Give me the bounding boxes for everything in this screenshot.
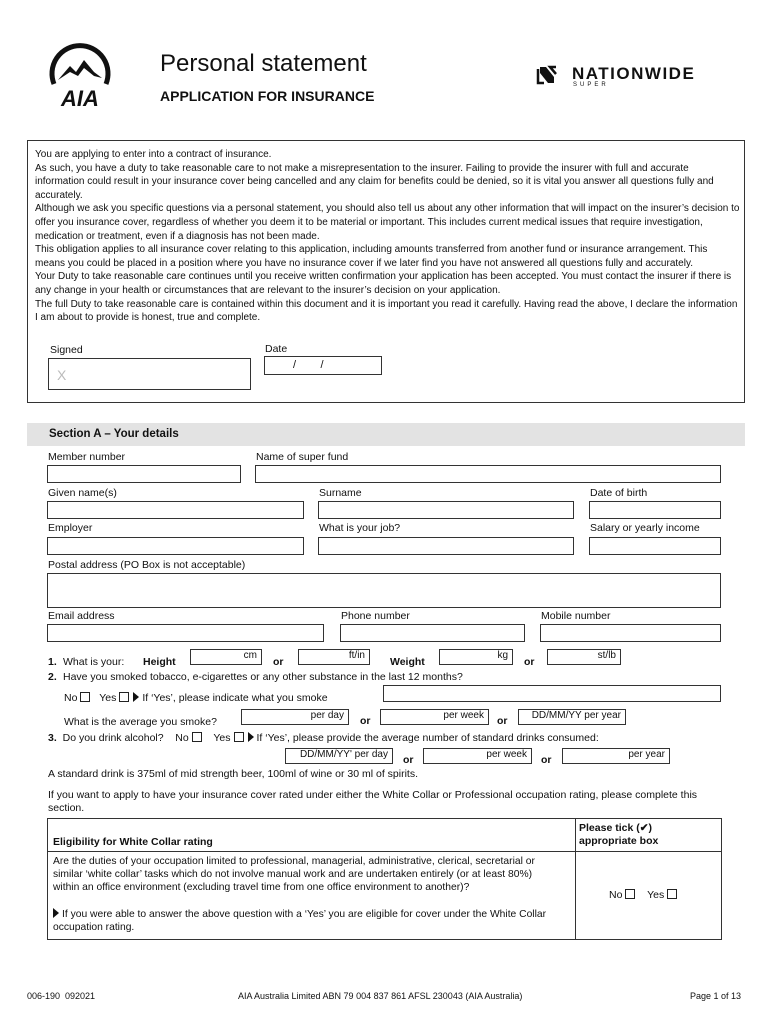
per-day-unit: DD/MM/YY' per day [299,749,388,760]
partner-name: NATIONWIDE [572,64,696,83]
q2-yes-checkbox[interactable] [119,692,129,702]
rating-note: If you want to apply to have your insurance cover rated under either the White Collar or Professional occupation rating, please complete this section. [48,789,698,814]
smoke-type-field[interactable] [383,685,721,702]
dob-label: Date of birth [590,487,648,499]
per-day-unit: per day [310,710,344,721]
aia-logo-icon [44,42,116,112]
q3-no-checkbox[interactable] [192,732,202,742]
ftin-unit: ft/in [348,650,365,661]
or-text: or [497,715,508,727]
email-field[interactable] [47,624,324,642]
phone-label: Phone number [341,610,410,622]
postal-label: Postal address (PO Box is not acceptable) [48,559,246,571]
logo-text: AIA [61,86,99,111]
q2-text: Have you smoked tobacco, e-cigarettes or any other substance in the last 12 months? [63,671,463,683]
signature-mark: X [57,367,67,383]
duty-paragraph: This obligation applies to all insurance cover relating to this application, including amounts transferred from another fund or insurance arrangement. This means you could be placed in a position where you have no insurance cover if we later find you have not answered all questions fully and accurately. [35,244,708,269]
eligibility-no-checkbox[interactable] [625,889,635,899]
postal-field-2[interactable] [47,590,721,608]
per-year-unit: DD/MM/YY per year [531,710,621,721]
avg-smoke-label: What is the average you smoke? [64,716,217,728]
kg-unit: kg [497,650,508,661]
partner-sub: SUPER [573,82,609,88]
aia-logo [44,42,116,112]
q3-line [48,732,599,744]
eligibility-options [609,889,677,901]
arrow-icon [133,692,139,702]
mobile-label: Mobile number [541,610,611,622]
q1-number: 1. [48,656,57,668]
q3-no-label: No [175,732,189,744]
per-week-unit: per week [443,710,484,721]
smoke-per-day-field[interactable] [241,709,349,725]
drinks-per-year-field[interactable] [562,748,670,764]
tick-header: Please tick (✔) appropriate box [579,822,659,847]
date-label: Date [265,343,288,355]
section-a-header [27,423,745,446]
arrow-icon [53,908,59,918]
employer-field[interactable] [47,537,304,555]
per-year-unit: per year [628,749,665,760]
or-text: or [403,754,414,766]
height-ftin-field[interactable] [298,649,370,665]
page-subtitle: APPLICATION FOR INSURANCE [160,88,375,104]
signature-field[interactable] [48,358,251,390]
phone-field[interactable] [340,624,525,642]
duty-paragraph: The full Duty to take reasonable care is contained within this document and it is important you read it carefully. Having read the above, I declare the information I am about to provide is honest, true and complete. [35,298,738,324]
standard-drink-note: A standard drink is 375ml of mid strength beer, 100ml of wine or 30 ml of spirits. [48,768,419,780]
page-title: Personal statement [160,50,367,77]
signed-label: Signed [50,344,83,356]
surname-field[interactable] [318,501,574,519]
or-text: or [541,754,552,766]
weight-label: Weight [390,656,425,668]
duty-paragraph: As such, you have a duty to take reasonable care to not make a misrepresentation to the insurer. Failing to provide the insurer with full and accurate information could result in your insurance cover being cancelled and any claim for benefits could be denied, so it is vital you answer all questions fully and accurately. [35,162,714,201]
date-separators: / / [293,359,324,371]
or-text: or [360,715,371,727]
eligibility-no-label: No [609,889,623,901]
eligibility-table [47,818,722,940]
eligibility-question: Are the duties of your occupation limited to professional, managerial, administrative, clerical, secretarial or similar ‘white collar’ tasks which do not involve manual work and are undertaken entirely (or at least 80%) within an office environment (excluding travel time from one office environment to another)? [53,856,535,893]
height-label: Height [143,656,176,668]
duty-text [35,148,740,325]
stlb-unit: st/lb [597,650,616,661]
q2-options [64,692,328,704]
nationwide-logo [536,62,736,92]
mobile-field[interactable] [540,624,721,642]
postal-field[interactable] [47,573,721,591]
salary-label: Salary or yearly income [590,522,700,534]
q2-no-checkbox[interactable] [80,692,90,702]
table-divider [575,819,576,939]
duty-paragraph: Although we ask you specific questions via a personal statement, you should also tell us about any other information that will impact on the insurer’s decision to offer you insurance cover, regardless of whether you deem it to be material or important. This includes current medical issues that require investigation, medication or treatment, even if a diagnosis has not been made. [35,203,740,242]
weight-stlb-field[interactable] [547,649,621,665]
super-fund-field[interactable] [255,465,721,483]
dob-field[interactable] [589,501,721,519]
member-number-label: Member number [48,451,126,463]
duty-paragraph: Your Duty to take reasonable care continues until you receive written confirmation your application has been accepted. You must contact the insurer if there is any change in your health or circumstances that are relevant to the insurer’s decision on your application. [35,271,732,296]
job-field[interactable] [318,537,574,555]
nationwide-mark-icon [536,64,558,86]
salary-field[interactable] [589,537,721,555]
duty-paragraph: You are applying to enter into a contract of insurance. [35,149,272,160]
job-label: What is your job? [319,522,401,534]
q3-if-yes: If ‘Yes’, please provide the average number of standard drinks consumed: [256,732,599,744]
q2-no-label: No [64,692,78,704]
table-divider [48,851,721,852]
employer-label: Employer [48,522,93,534]
height-cm-field[interactable] [190,649,262,665]
section-a-title: Section A – Your details [49,428,179,440]
or-text: or [524,656,535,668]
email-label: Email address [48,610,115,622]
eligibility-yes-checkbox[interactable] [667,889,677,899]
member-number-field[interactable] [47,465,241,483]
given-names-label: Given name(s) [48,487,117,499]
drinks-per-week-field[interactable] [423,748,532,764]
q2-number: 2. [48,671,57,683]
arrow-icon [248,732,254,742]
q2-if-yes: If ‘Yes’, please indicate what you smoke [142,692,328,704]
footer-company: AIA Australia Limited ABN 79 004 837 861 AFSL 230043 (AIA Australia) [238,991,523,1001]
or-text: or [273,656,284,668]
q3-text: Do you drink alcohol? [62,732,164,744]
cm-unit: cm [243,650,257,661]
smoke-per-week-field[interactable] [380,709,489,725]
per-week-unit: per week [486,749,527,760]
eligibility-note: If you were able to answer the above question with a ‘Yes’ you are eligible for cover under the White Collar occupation rating. [53,909,547,933]
eligibility-header: Eligibility for White Collar rating [53,836,213,848]
q3-yes-label: Yes [213,732,231,744]
smoke-per-year-field[interactable] [518,709,626,725]
weight-kg-field[interactable] [439,649,513,665]
drinks-per-day-field[interactable] [285,748,393,764]
footer-code: 006-190 092021 [27,991,96,1001]
q3-yes-checkbox[interactable] [234,732,244,742]
given-names-field[interactable] [47,501,304,519]
surname-label: Surname [319,487,362,499]
q1-text: What is your: [63,656,125,668]
q3-number: 3. [48,732,57,744]
eligibility-note-row [53,908,563,935]
footer-page: Page 1 of 13 [690,991,742,1001]
eligibility-yes-label: Yes [647,889,665,901]
date-field[interactable] [264,356,382,375]
q2-yes-label: Yes [99,692,117,704]
super-fund-label: Name of super fund [256,451,349,463]
